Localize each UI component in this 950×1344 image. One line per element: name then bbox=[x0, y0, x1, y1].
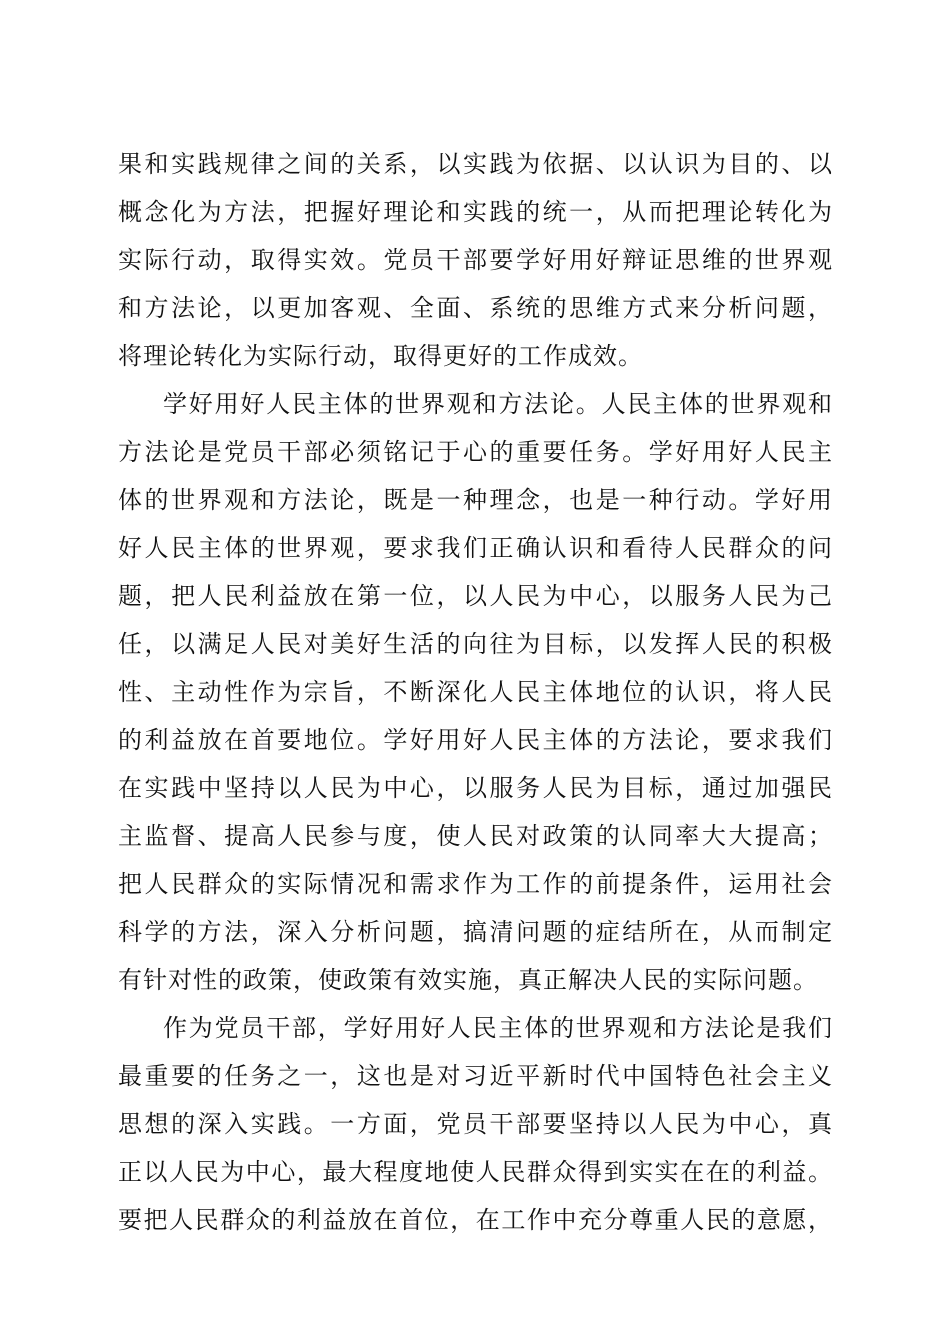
text-line: 方法论是党员干部必须铭记于心的重要任务。学好用好人民主 bbox=[118, 438, 833, 466]
body-text bbox=[118, 140, 833, 1244]
text-line: 任，以满足人民对美好生活的向往为目标，以发挥人民的积极 bbox=[118, 630, 833, 658]
text-line: 把人民群众的实际情况和需求作为工作的前提条件，运用社会 bbox=[118, 870, 833, 898]
text-line: 有针对性的政策，使政策有效实施，真正解决人民的实际问题。 bbox=[118, 966, 818, 994]
text-line: 主监督、提高人民参与度，使人民对政策的认同率大大提高； bbox=[118, 822, 833, 850]
text-line: 概念化为方法，把握好理论和实践的统一，从而把理论转化为 bbox=[118, 198, 833, 226]
text-line: 科学的方法，深入分析问题，搞清问题的症结所在，从而制定 bbox=[118, 918, 833, 946]
text-line: 最重要的任务之一，这也是对习近平新时代中国特色社会主义 bbox=[118, 1062, 833, 1090]
text-line: 要把人民群众的利益放在首位，在工作中充分尊重人民的意愿， bbox=[118, 1206, 833, 1234]
text-line: 在实践中坚持以人民为中心，以服务人民为目标，通过加强民 bbox=[118, 774, 833, 802]
text-line: 果和实践规律之间的关系，以实践为依据、以认识为目的、以 bbox=[118, 150, 833, 178]
text-line: 实际行动，取得实效。党员干部要学好用好辩证思维的世界观 bbox=[118, 246, 833, 274]
text-line: 题，把人民利益放在第一位，以人民为中心，以服务人民为己 bbox=[118, 582, 833, 610]
text-line: 正以人民为中心，最大程度地使人民群众得到实实在在的利益。 bbox=[118, 1158, 833, 1186]
paragraph-start-line: 学好用好人民主体的世界观和方法论。人民主体的世界观和 bbox=[163, 390, 833, 418]
text-line: 思想的深入实践。一方面，党员干部要坚持以人民为中心，真 bbox=[118, 1110, 833, 1138]
paragraph-start-line: 作为党员干部，学好用好人民主体的世界观和方法论是我们 bbox=[163, 1014, 833, 1042]
text-line: 体的世界观和方法论，既是一种理念，也是一种行动。学好用 bbox=[118, 486, 833, 514]
text-line: 好人民主体的世界观，要求我们正确认识和看待人民群众的问 bbox=[118, 534, 833, 562]
text-line: 的利益放在首要地位。学好用好人民主体的方法论，要求我们 bbox=[118, 726, 833, 754]
text-line: 性、主动性作为宗旨，不断深化人民主体地位的认识，将人民 bbox=[118, 678, 833, 706]
text-line: 将理论转化为实际行动，取得更好的工作成效。 bbox=[118, 342, 643, 370]
text-line: 和方法论，以更加客观、全面、系统的思维方式来分析问题， bbox=[118, 294, 833, 322]
